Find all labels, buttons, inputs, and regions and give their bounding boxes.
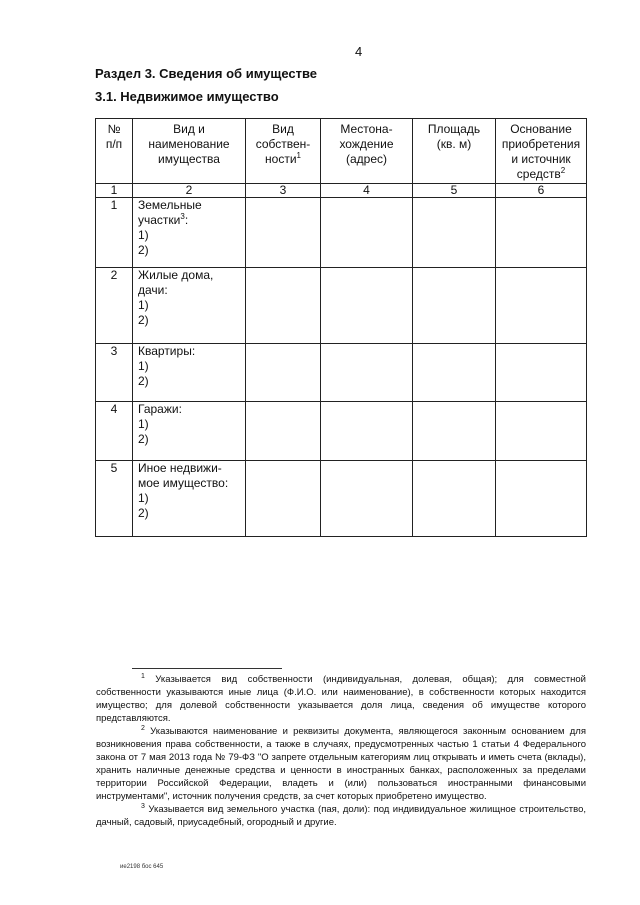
footnote-ref-1: 1 (296, 151, 301, 160)
page-number: 4 (355, 44, 363, 59)
row-number: 1 (96, 198, 133, 268)
column-number: 2 (133, 184, 246, 198)
column-number: 6 (496, 184, 587, 198)
ownership-cell (246, 268, 321, 344)
real-estate-table (95, 118, 587, 537)
row-number: 2 (96, 268, 133, 344)
header-num: № п/п (96, 119, 133, 184)
footnotes (96, 673, 586, 829)
location-cell (321, 198, 413, 268)
basis-cell (496, 461, 587, 537)
ownership-cell (246, 198, 321, 268)
table-row (96, 402, 587, 461)
column-number-row (96, 184, 587, 198)
footnote-1: $^1$ Указывается вид собственности (индивидуальная, долевая, общая); для совместной собственности указываются иные лица (Ф.И.О. или наименование), в собственности которых находится имущество; для долевой собственности указывается доля лица, сведения об имуществе которого представляются. (96, 672, 586, 724)
row-number: 5 (96, 461, 133, 537)
table-row (96, 198, 587, 268)
property-name-cell: Квартиры: 1) 2) (133, 344, 246, 402)
subsection-title: 3.1. Недвижимое имущество (95, 89, 279, 104)
footnote-separator (132, 668, 282, 669)
location-cell (321, 461, 413, 537)
section-title: Раздел 3. Сведения об имуществе (95, 66, 318, 81)
area-cell (413, 461, 496, 537)
property-name-cell: Земельные участки$^3$: 1) 2) (133, 198, 246, 268)
ownership-cell (246, 461, 321, 537)
column-number: 4 (321, 184, 413, 198)
basis-cell (496, 198, 587, 268)
basis-cell (496, 402, 587, 461)
row-number: 4 (96, 402, 133, 461)
row-number: 3 (96, 344, 133, 402)
header-location: Местона- хождение (адрес) (321, 119, 413, 184)
ownership-cell (246, 402, 321, 461)
footnote-ref-3: 3 (180, 212, 185, 221)
table-row (96, 344, 587, 402)
footnote-2: $^2$ Указываются наименование и реквизиты документа, являющегося законным основанием для возникновения права собственности, а также в случаях, предусмотренных частью 1 статьи 4 Федерального закона от 7 мая 2013 года № 79-ФЗ "О запрете отдельным категориям лиц открывать и иметь счета (вклады), хранить наличные денежные средства и ценности в иностранных банках, расположенных за пределами территории Российской Федерации, владеть и (или) пользоваться иностранными финансовыми инструментами", источник получения средств, за счет которых приобретено имущество. (96, 724, 586, 802)
basis-cell (496, 344, 587, 402)
basis-cell (496, 268, 587, 344)
footnote-3: $^3$ Указывается вид земельного участка (пая, доли): под индивидуальное жилищное строительство, дачный, садовый, приусадебный, огородный и другие. (96, 802, 586, 828)
column-number: 5 (413, 184, 496, 198)
table-header-row (96, 119, 587, 184)
column-number: 3 (246, 184, 321, 198)
table-row (96, 461, 587, 537)
document-code: ие2198 бос 645 (120, 864, 164, 870)
property-name-cell: Жилые дома, дачи: 1) 2) (133, 268, 246, 344)
footnote-ref-2: 2 (560, 166, 566, 175)
column-number: 1 (96, 184, 133, 198)
table-row (96, 268, 587, 344)
property-name-cell: Гаражи: 1) 2) (133, 402, 246, 461)
area-cell (413, 344, 496, 402)
header-name: Вид и наименование имущества (133, 119, 246, 184)
ownership-cell (246, 344, 321, 402)
header-area: Площадь (кв. м) (413, 119, 496, 184)
area-cell (413, 402, 496, 461)
header-basis: Основание приобретения и источник средств$^2$ (496, 119, 587, 184)
area-cell (413, 198, 496, 268)
location-cell (321, 402, 413, 461)
property-name-cell: Иное недвижи- мое имущество: 1) 2) (133, 461, 246, 537)
location-cell (321, 268, 413, 344)
header-ownership: Вид собствен- ности$^1$ (246, 119, 321, 184)
area-cell (413, 268, 496, 344)
location-cell (321, 344, 413, 402)
